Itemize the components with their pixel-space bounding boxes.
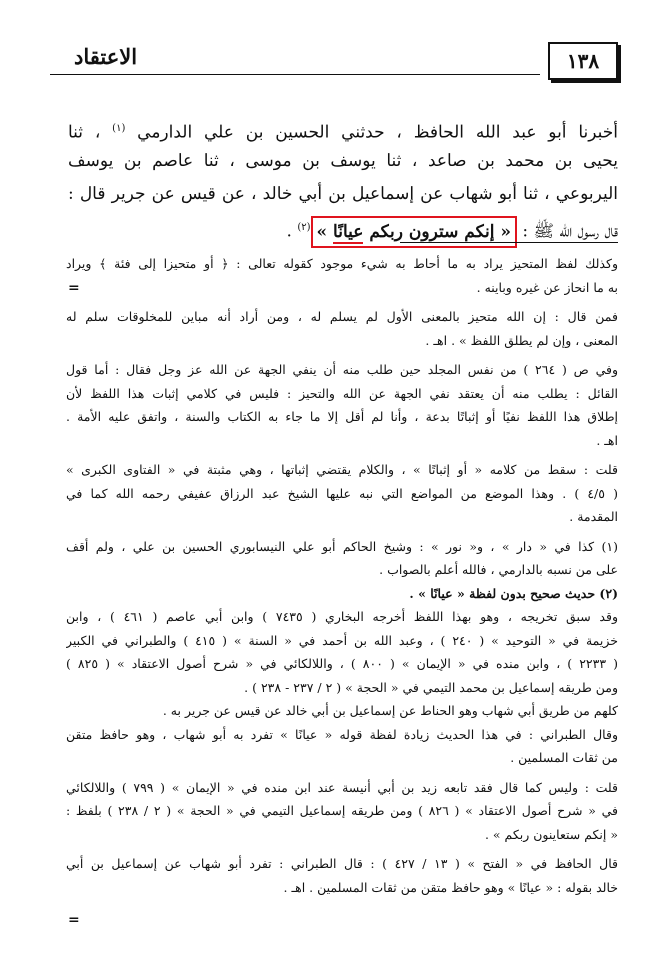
page-number: ١٣٨ xyxy=(548,42,618,80)
footnotes xyxy=(66,252,618,899)
main-line-2: يحيى بن محمد بن صاعد ، ثنا يوسف بن موسى ، ثنا عاصم بن يوسف xyxy=(68,151,618,171)
footnote-line: إطلاق هذا اللفظ نفيًا أو إثباتًا بدعة ، وأنا لم أقل إلا ما جاء به الكتاب والسنة ، واتفق عليه الأمة . xyxy=(66,409,618,424)
footnote-line: من ثقات المسلمين . xyxy=(510,750,618,765)
quote-open: « إنكم سترون ربكم xyxy=(363,221,511,242)
footnote-2-heading: (٢) حديث صحيح بدون لفظة « عيانًا » . xyxy=(409,585,618,601)
main-line-3: اليربوعي ، ثنا أبو شهاب عن إسماعيل بن أبي خالد ، عن قيس عن جرير قال : xyxy=(68,184,618,204)
header-rule xyxy=(50,74,540,75)
footnote-line: وقد سبق تخريجه ، وهو بهذا اللفظ أخرجه البخاري ( ٧٤٣٥ ) وابن أبي عاصم ( ٤٦١ ) ، وابن xyxy=(66,609,618,624)
running-title: الاعتقاد xyxy=(74,44,138,69)
quote-close: » xyxy=(316,221,334,242)
footnote-line: وفي ص ( ٢٦٤ ) من نفس المجلد حين طلب منه أن ينفي الجهة عن الله عز وجل فقال : أما قول xyxy=(66,362,618,377)
main-line-4 xyxy=(68,211,618,244)
footnote-line: المقدمة . xyxy=(569,509,618,524)
main-line-1-text: أخبرنا أبو عبد الله الحافظ ، حدثني الحسين بن علي الدارمي xyxy=(137,122,618,143)
main-line-1 xyxy=(68,112,618,145)
continuation-mark-bottom: = xyxy=(68,912,80,928)
footnote-line: القائل : يطلب منه أن يعتقد نفي الجهة عن الله والتحيز : فليس في كلامي إثبات هذا اللفظ لأن xyxy=(66,385,618,401)
footnote-separator xyxy=(400,242,618,243)
footnote-line: ومن طريقه إسماعيل بن محمد التيمي في « الحجة » ( ٢ / ٢٣٧ - ٢٣٨ ) . xyxy=(244,679,618,695)
footnote-heading xyxy=(66,582,618,606)
footnote-line: كلهم من طريق أبي شهاب وهو الحناط عن إسماعيل بن أبي خالد عن قيس عن جرير به . xyxy=(162,703,618,718)
footnote-line: وقال الطبراني : في هذا الحديث زيادة لفظة قوله « عيانًا » تفرد به أبو شهاب ، وهو حافظ متقن xyxy=(66,726,618,742)
footnote-line: خزيمة في « التوحيد » ( ٢٤٠ ) ، وعبد الله بن أحمد في « السنة » ( ٤١٥ ) والطبراني في الكبير xyxy=(66,632,618,648)
footnote-line: المعنى ، وإن لم يطلق اللفظ » . اهـ . xyxy=(425,332,618,348)
quote-keyword-underlined: عيانًا xyxy=(333,221,364,242)
footnote-line: « إنكم ستعاينون ربكم » . xyxy=(484,826,618,842)
footnote-line: ( ٢٢٣٣ ) ، وابن منده في « الإيمان » ( ٨٠٠ ) ، واللالكائي في « شرح أصول الاعتقاد » ( ٨٢٥ ) xyxy=(66,656,618,671)
footnote-line: في « شرح أصول الاعتقاد » ( ٨٢٦ ) ومن طريقه إسماعيل التيمي في « الحجة » ( ٢ / ٢٣٨ ) بلفظ : xyxy=(66,803,618,818)
footnote-marker-1: (١) xyxy=(112,123,126,134)
footnote-line: قلت : سقط من كلامه « أو إثباتًا » ، والكلام يقتضي إثباتها ، وهي مثبتة في « الفتاوى الكبرى » xyxy=(66,462,618,477)
footnote-marker-2: (٢) xyxy=(297,222,311,233)
footnote-line: (١) كذا في « دار » ، و« نور » : وشيخ الحاكم أبو علي النيسابوري الحسين بن علي ، ولم أقف xyxy=(66,538,618,554)
footnote-line: خالد بقوله : « عيانًا » وهو حافظ متقن من ثقات المسلمين . اهـ . xyxy=(283,879,618,895)
main-line-4-start: قال رسول الله ﷺ : xyxy=(522,221,618,242)
footnote-line: على من نسبه بالدارمي ، فالله أعلم بالصواب . xyxy=(379,562,618,577)
footnote-line: به ما انحاز عن غيره وباينه . xyxy=(476,279,618,295)
footnote-line: قال الحافظ في « الفتح » ( ١٣ / ٤٢٧ ) : قال الطبراني : تفرد أبو شهاب عن إسماعيل بن أبي xyxy=(66,856,618,871)
page-header xyxy=(50,42,618,78)
footnote-line: فمن قال : إن الله متحيز بالمعنى الأول لم يسلم له ، ومن أراد أنه مباين للمخلوقات سلم له xyxy=(66,309,618,324)
footnote-line: اهـ . xyxy=(596,432,618,448)
main-line-4-end: . xyxy=(286,221,292,242)
footnote-line: قلت : وليس كما قال فقد تابعه زيد بن أبي أنيسة عند ابن منده في « الإيمان » ( ٧٩٩ ) واللالكائي xyxy=(66,779,618,795)
footnote-line: وكذلك لفظ المتحيز يراد به ما أحاط به شيء موجود كقوله تعالى : ﴿ أو متحيزا إلى فئة ﴾ ويراد xyxy=(66,256,618,271)
main-line-1-end: ، ثنا xyxy=(68,122,101,143)
continuation-mark-top: = xyxy=(68,280,80,296)
footnote-line: ( ٤/٥ ) . وهذا الموضع من المواضع التي نبه عليها الشيخ عبد الرزاق عفيفي رحمه الله كما في xyxy=(66,485,618,501)
main-text xyxy=(68,112,618,244)
